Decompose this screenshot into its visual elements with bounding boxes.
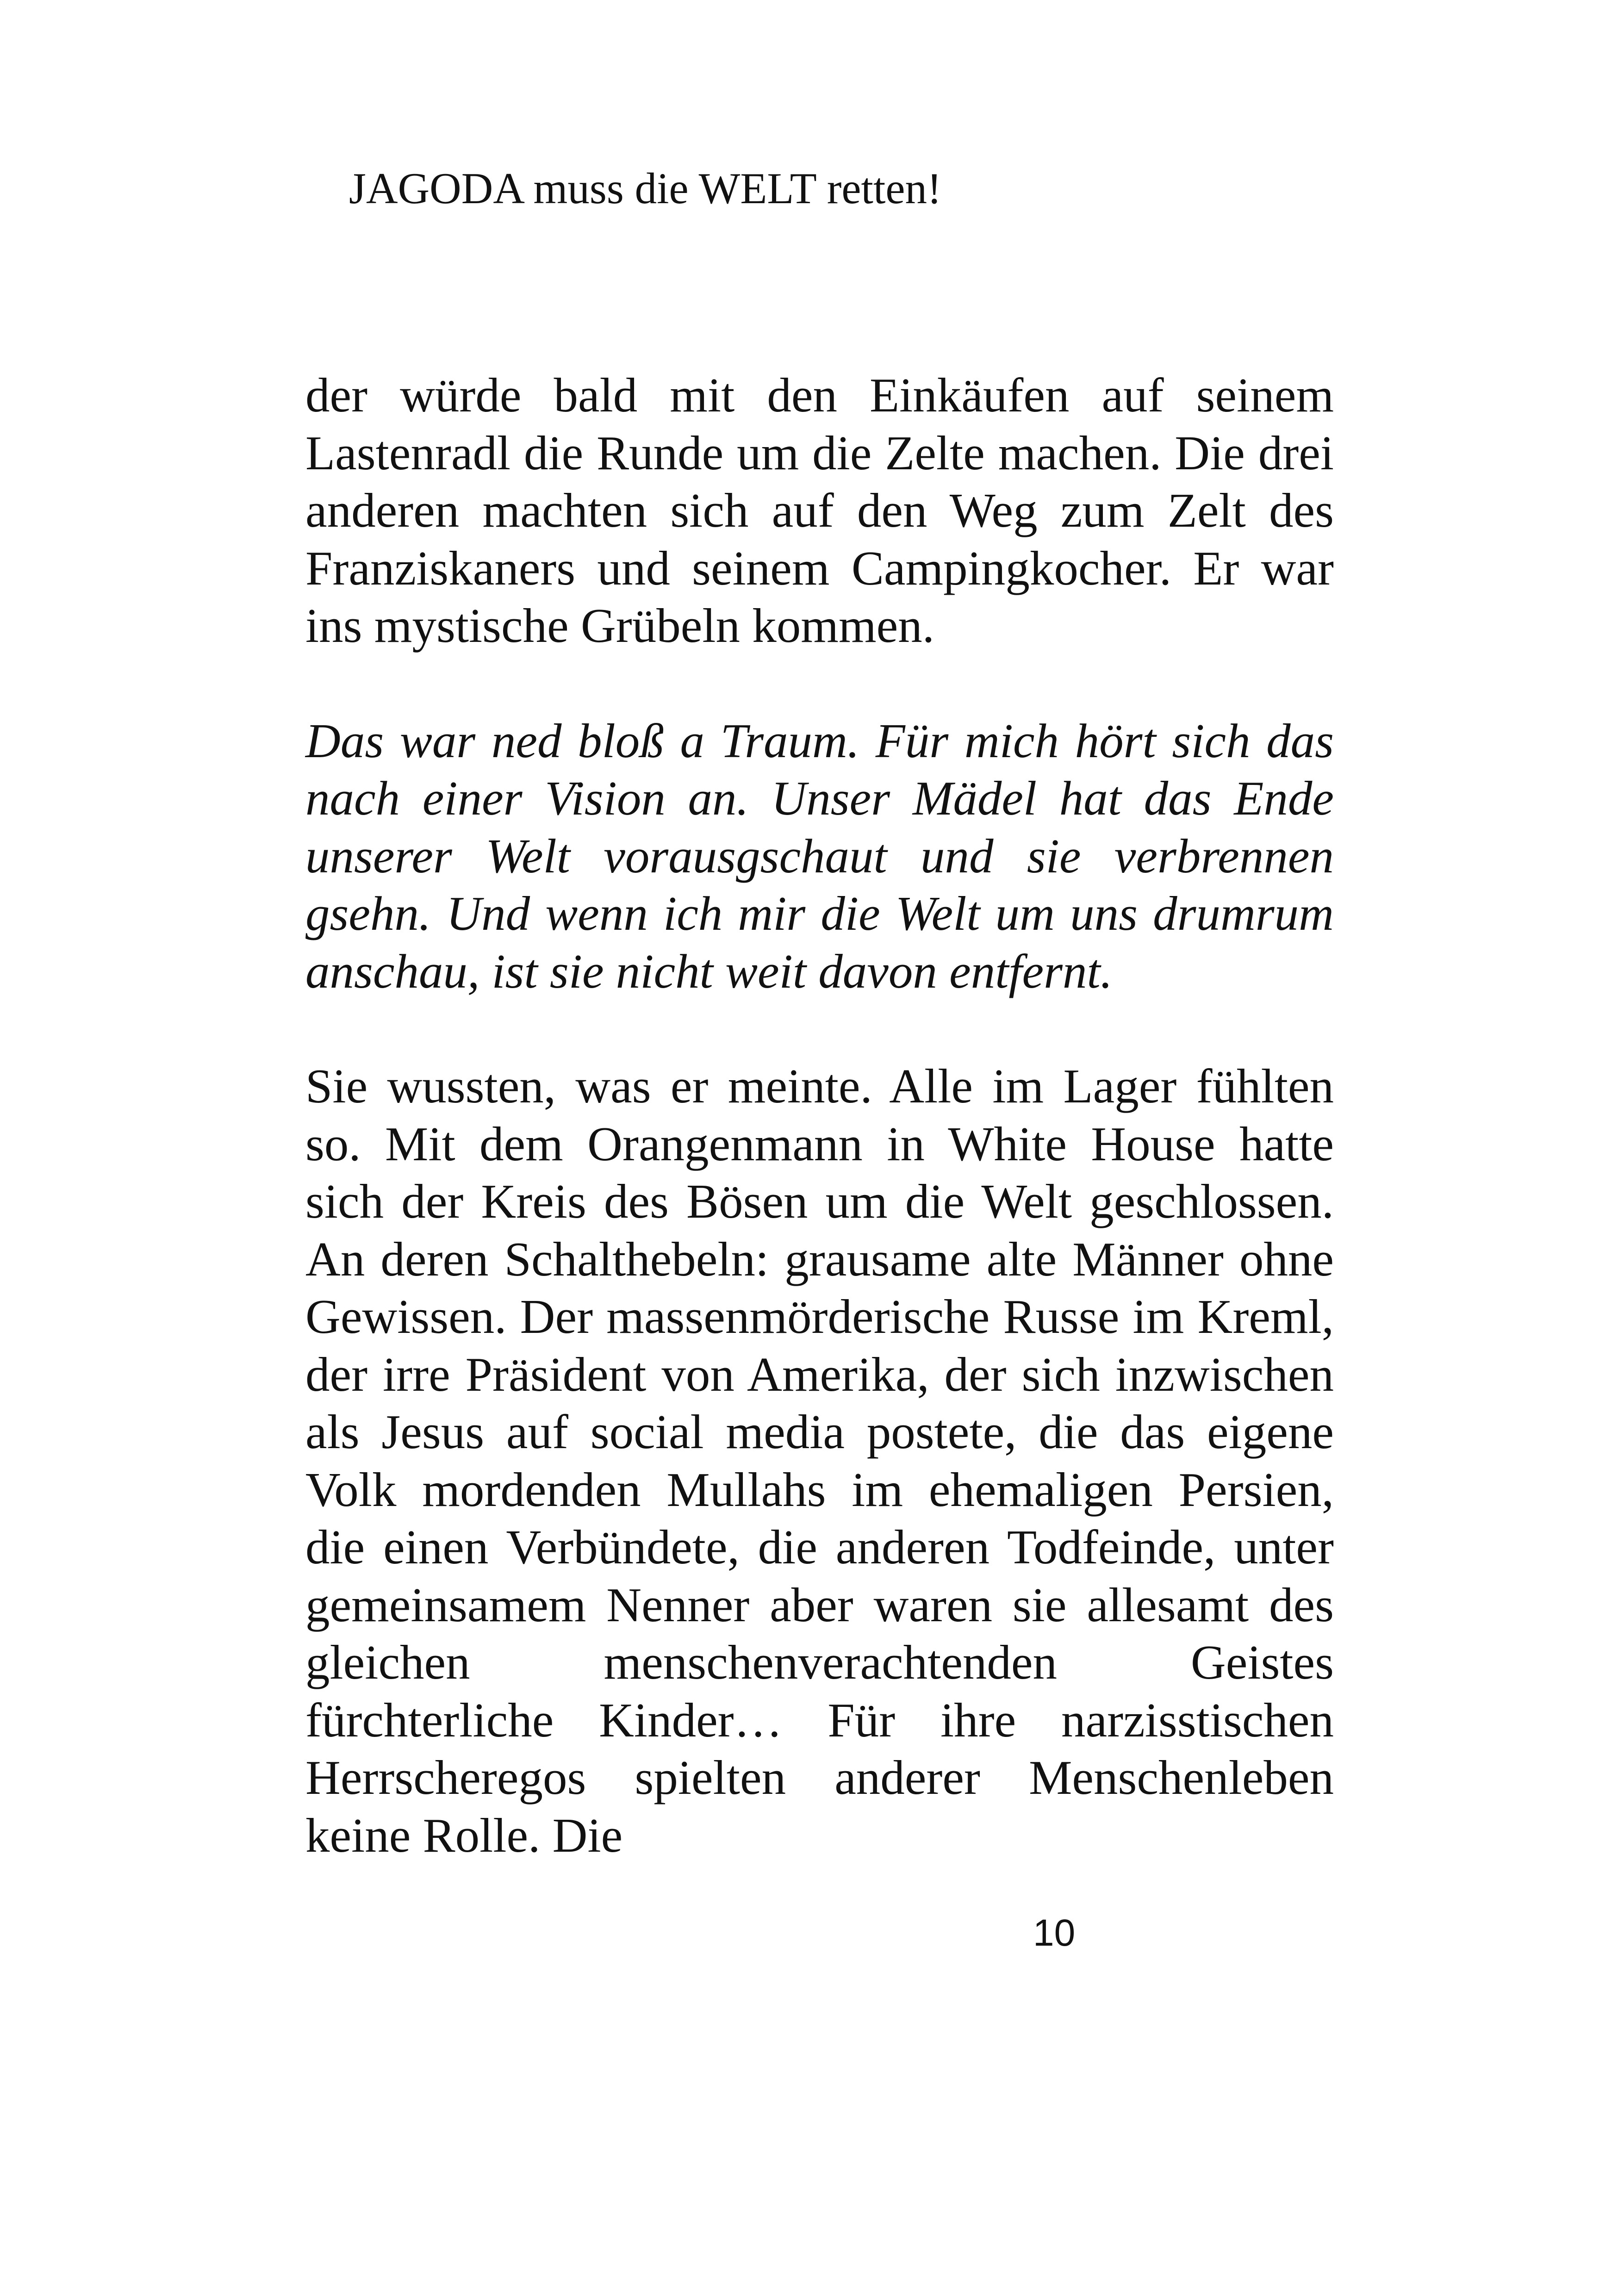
body-text <box>305 367 1334 1864</box>
paragraph-narration: Sie wussten, was er meinte. Alle im Lager fühlten so. Mit dem Orangenmann in White House hatte sich der Kreis des Bösen um die Welt geschlossen. An deren Schalthebeln: grausame alte Männer ohne Gewissen. Der massenmörderische Russe im Kreml, der irre Präsident von Amerika, der sich inzwischen als Jesus auf social media postete, die das eigene Volk mordenden Mullahs im ehemaligen Persien, die einen Verbündete, die anderen Todfeinde, unter gemeinsamem Nenner aber waren sie allesamt des gleichen menschenverachtenden Geistes fürchterliche Kinder… Für ihre narzisstischen Herrscheregos spielten anderer Menschenleben keine Rolle. Die <box>305 1059 1334 1862</box>
running-title: JAGODA muss die WELT retten! <box>349 164 942 213</box>
page-number: 10 <box>1033 1912 1076 1954</box>
paragraph-narration: der würde bald mit den Einkäufen auf seinem Lastenradl die Runde um die Zelte machen. Die drei anderen machten sich auf den Weg zum Zelt des Franziskaners und seinem Campingkocher. Er war ins mystische Grübeln kommen. <box>305 368 1334 653</box>
paragraph-italic-thought: Das war ned bloß a Traum. Für mich hört sich das nach einer Vision an. Unser Mädel hat das Ende unserer Welt vorausgschaut und sie verbrennen gsehn. Und wenn ich mir die Welt um uns drumrum anschau, ist sie nicht weit davon entfernt. <box>305 713 1334 998</box>
